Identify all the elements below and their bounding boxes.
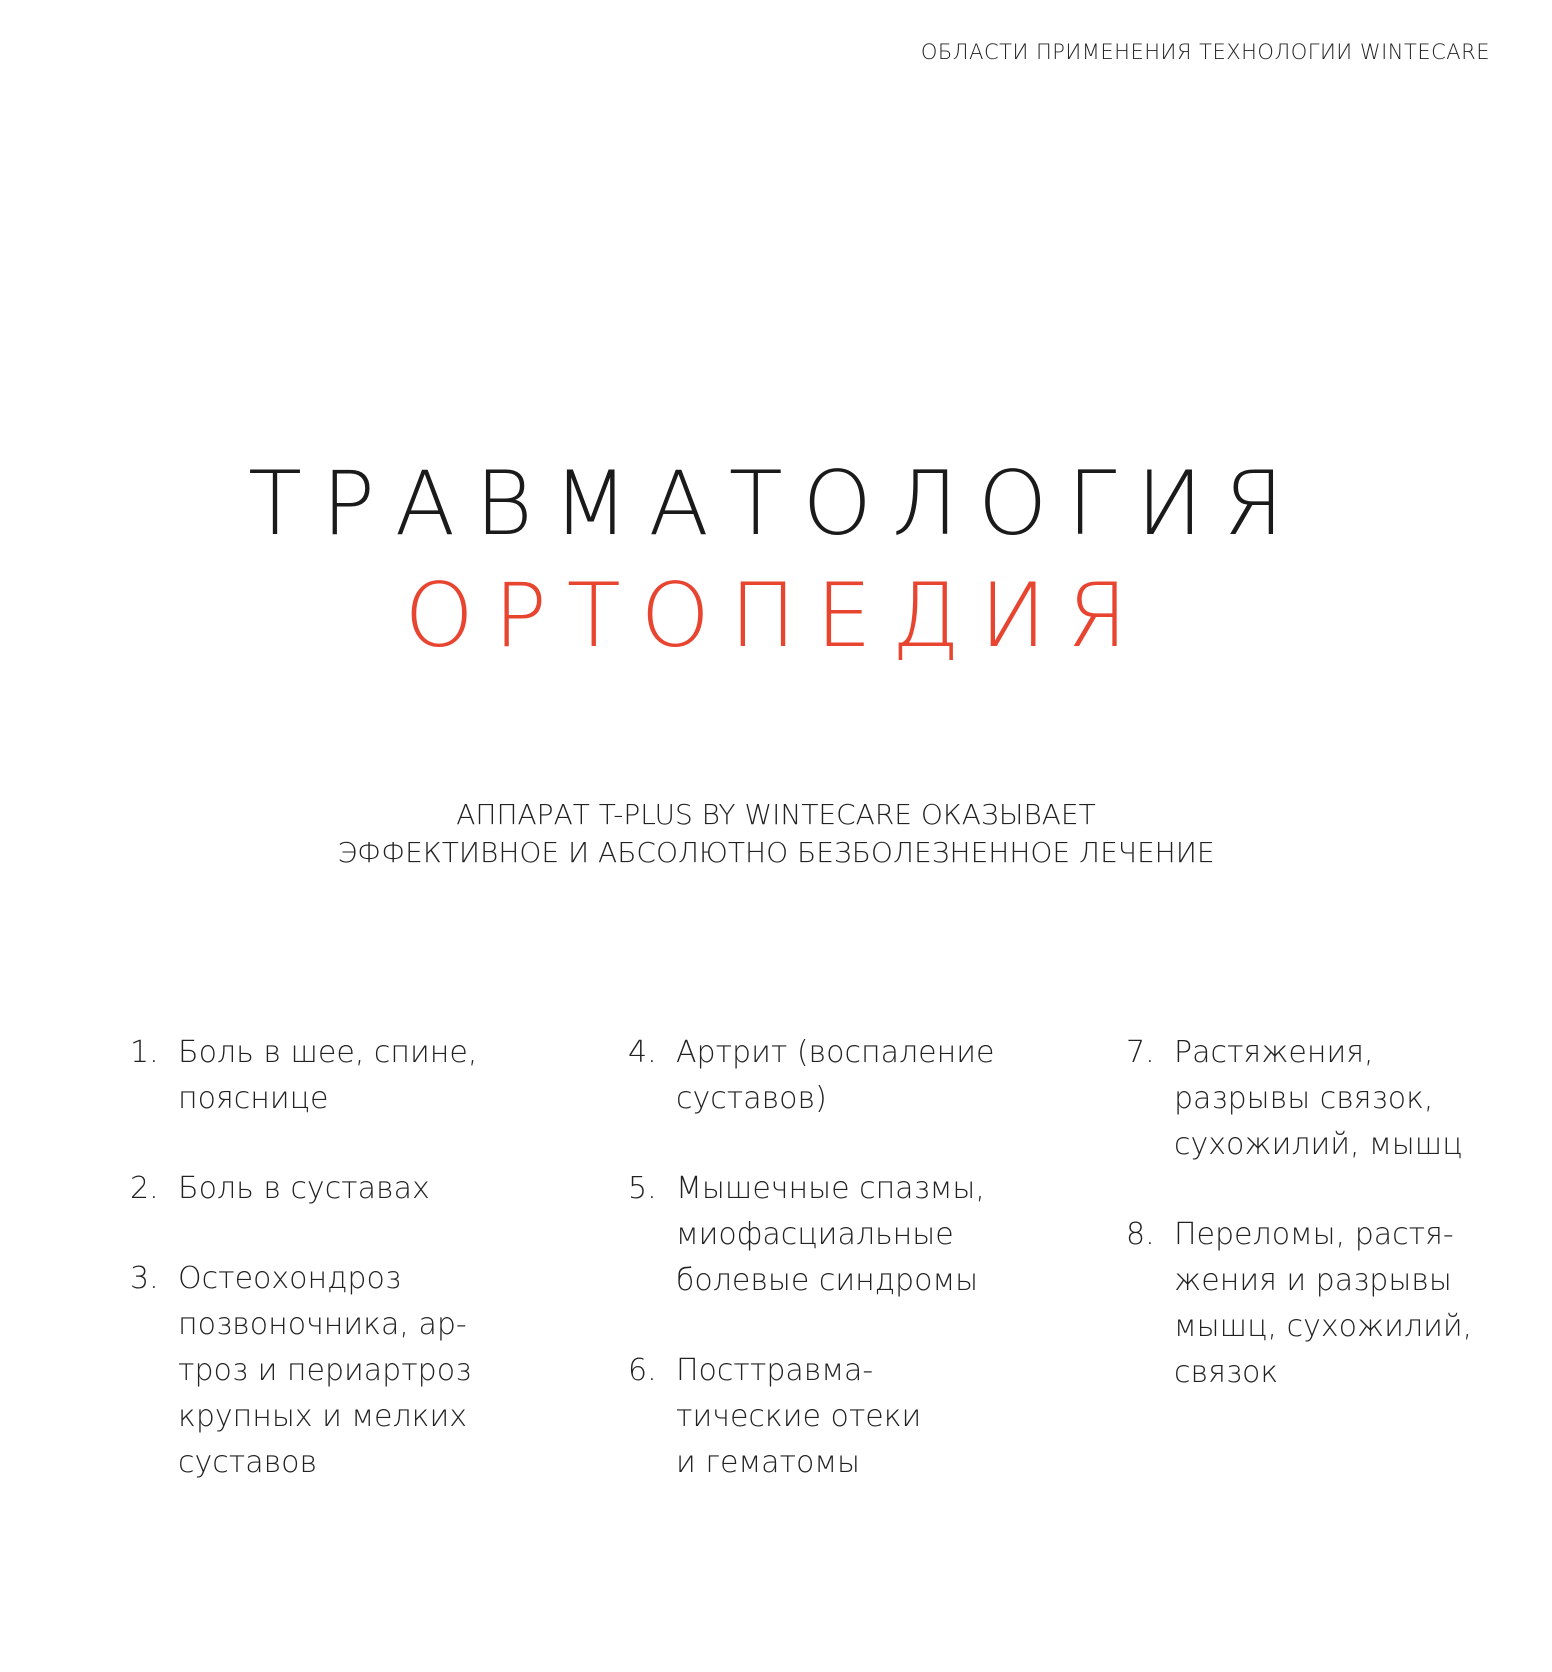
list-item-text: пояснице (178, 1081, 329, 1116)
list-item-text: суставов) (676, 1081, 827, 1116)
list-item-text: Переломы, растя- (1174, 1217, 1454, 1252)
list-item (130, 1256, 550, 1486)
list-item-number: 8. (1126, 1217, 1155, 1252)
list-item (1126, 1030, 1546, 1168)
list-item-text: Растяжения, (1174, 1035, 1374, 1070)
list-item-text: связок (1174, 1355, 1279, 1390)
list-item-text: Артрит (воспаление (676, 1035, 995, 1070)
list-item-text: миофасциальные (676, 1217, 954, 1252)
list-item-text: болевые синдромы (676, 1263, 979, 1298)
list-item-number: 2. (130, 1171, 159, 1206)
list-item-text: мышц, сухожилий, (1174, 1309, 1473, 1344)
list-item-text: Остеохондроз (178, 1261, 402, 1296)
list-item (628, 1030, 1048, 1122)
page-title: ТРАВМАТОЛОГИЯ (248, 452, 1304, 555)
list-item-number: 6. (628, 1353, 657, 1388)
list-item-number: 5. (628, 1171, 657, 1206)
title-block (0, 448, 1552, 672)
list-item-number: 1. (130, 1035, 159, 1070)
list-column-1 (130, 1030, 550, 1530)
list-item-text: тические отеки (676, 1399, 922, 1434)
indications-list (130, 1030, 1490, 1550)
list-item-text: Боль в шее, спине, (178, 1035, 478, 1070)
subtitle (0, 796, 1552, 872)
list-item (130, 1166, 550, 1212)
list-column-3 (1126, 1030, 1546, 1440)
list-item-number: 3. (130, 1261, 159, 1296)
list-item (628, 1166, 1048, 1304)
list-item (1126, 1212, 1546, 1396)
list-item-text: Посттравма- (676, 1353, 874, 1388)
list-item-text: троз и периартроз (178, 1353, 472, 1388)
subtitle-line-1: АППАРАТ T-PLUS BY WINTECARE ОКАЗЫВАЕТ (456, 798, 1096, 831)
list-item-text: Мышечные спазмы, (676, 1171, 985, 1206)
list-item-number: 7. (1126, 1035, 1155, 1070)
list-item-text: и гематомы (676, 1445, 860, 1480)
list-item-text: позвоночника, ар- (178, 1307, 467, 1342)
running-header: ОБЛАСТИ ПРИМЕНЕНИЯ ТЕХНОЛОГИИ WINTECARE (920, 40, 1490, 64)
list-item (130, 1030, 550, 1122)
list-item (628, 1348, 1048, 1486)
list-item-text: суставов (178, 1445, 318, 1480)
subtitle-line-2: ЭФФЕКТИВНОЕ И АБСОЛЮТНО БЕЗБОЛЕЗНЕННОЕ ЛЕЧЕНИЕ (337, 836, 1215, 869)
page-title-accent: ОРТОПЕДИЯ (404, 564, 1148, 667)
list-column-2 (628, 1030, 1048, 1530)
list-item-text: сухожилий, мышц (1174, 1127, 1463, 1162)
list-item-number: 4. (628, 1035, 657, 1070)
list-item-text: крупных и мелких (178, 1399, 467, 1434)
list-item-text: Боль в суставах (178, 1171, 430, 1206)
list-item-text: жения и разрывы (1174, 1263, 1452, 1298)
list-item-text: разрывы связок, (1174, 1081, 1434, 1116)
